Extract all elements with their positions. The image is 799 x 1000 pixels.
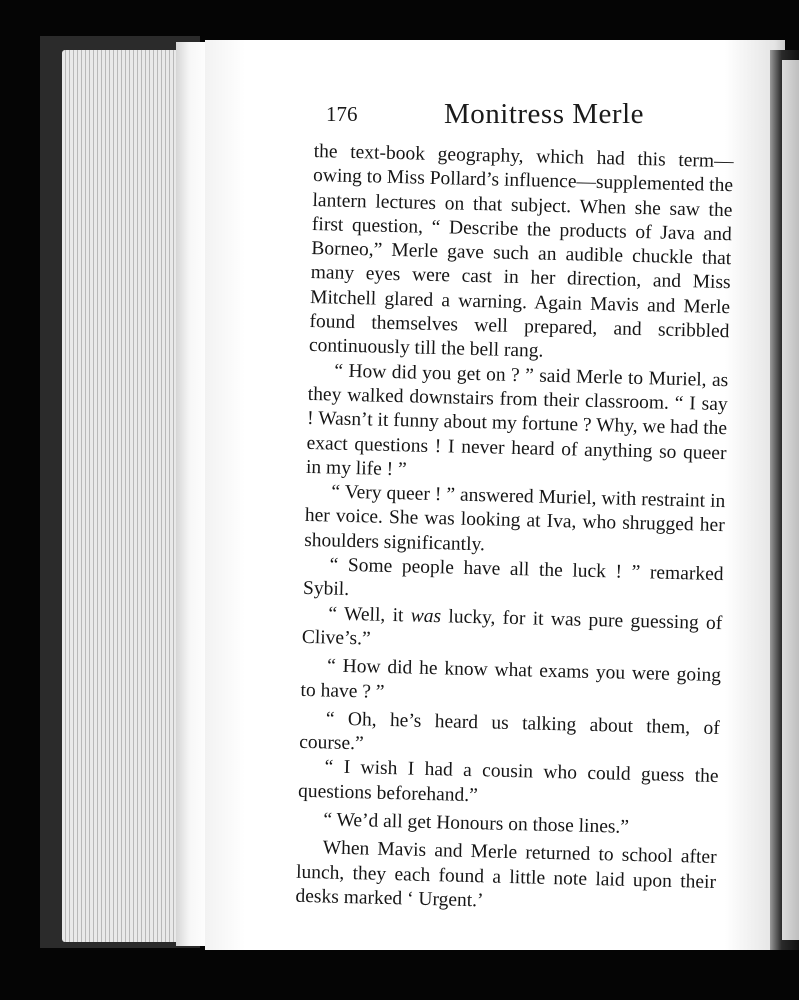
facing-page-sliver — [782, 60, 799, 940]
paragraph: “ Some people have all the luck ! ” remarked Sybil. — [302, 554, 724, 601]
paragraph: the text-book geography, which had this term—owing to Miss Pollard’s influence—supplemented the lantern lectures on that subject. When she saw the first question, “ Describe the products of Java and Borneo,” Merle gave such an audible chuckle that many eyes were cast in her direction, and Miss Mitchell glared a warning. Again Mavis and Merle found themselves well prepared, and scribbled continuously till the bell rang. — [308, 140, 734, 363]
paragraph: “ Very queer ! ” answered Muriel, with restraint in her voice. She was looking at Iva, who shrugged her shoulders significantly. — [303, 481, 726, 556]
paragraph: “ I wish I had a cousin who could guess the questions beforehand.” — [297, 756, 719, 806]
body-text — [295, 140, 734, 919]
paragraph: When Mavis and Merle returned to school after lunch, they each found a little note laid upon their desks marked ‘ Urgent.’ — [295, 837, 717, 912]
paragraph: “ How did he know what exams you were going to have ? ” — [300, 655, 722, 703]
paragraph: “ How did you get on ? ” said Merle to Muriel, as they walked downstairs from their classroom. “ I say ! Wasn’t it funny about my fortune ? Why, we had the exact questions ! I never heard of anything so queer in my life ! ” — [305, 360, 729, 481]
page-number: 176 — [326, 102, 358, 126]
paragraph-text: “ Well, it — [328, 603, 412, 627]
page-header — [326, 98, 646, 138]
running-title: Monitress Merle — [444, 98, 644, 130]
paragraph: “ Oh, he’s heard us talking about them, of course.” — [299, 708, 721, 755]
paragraph — [302, 602, 723, 661]
paragraph-text: lucky, for it was pure guessing of Clive’s.” — [301, 605, 723, 650]
page-stack-edges — [62, 50, 182, 942]
italic-emphasis: was — [410, 605, 442, 627]
paragraph: “ We’d all get Honours on those lines.” — [323, 809, 630, 838]
